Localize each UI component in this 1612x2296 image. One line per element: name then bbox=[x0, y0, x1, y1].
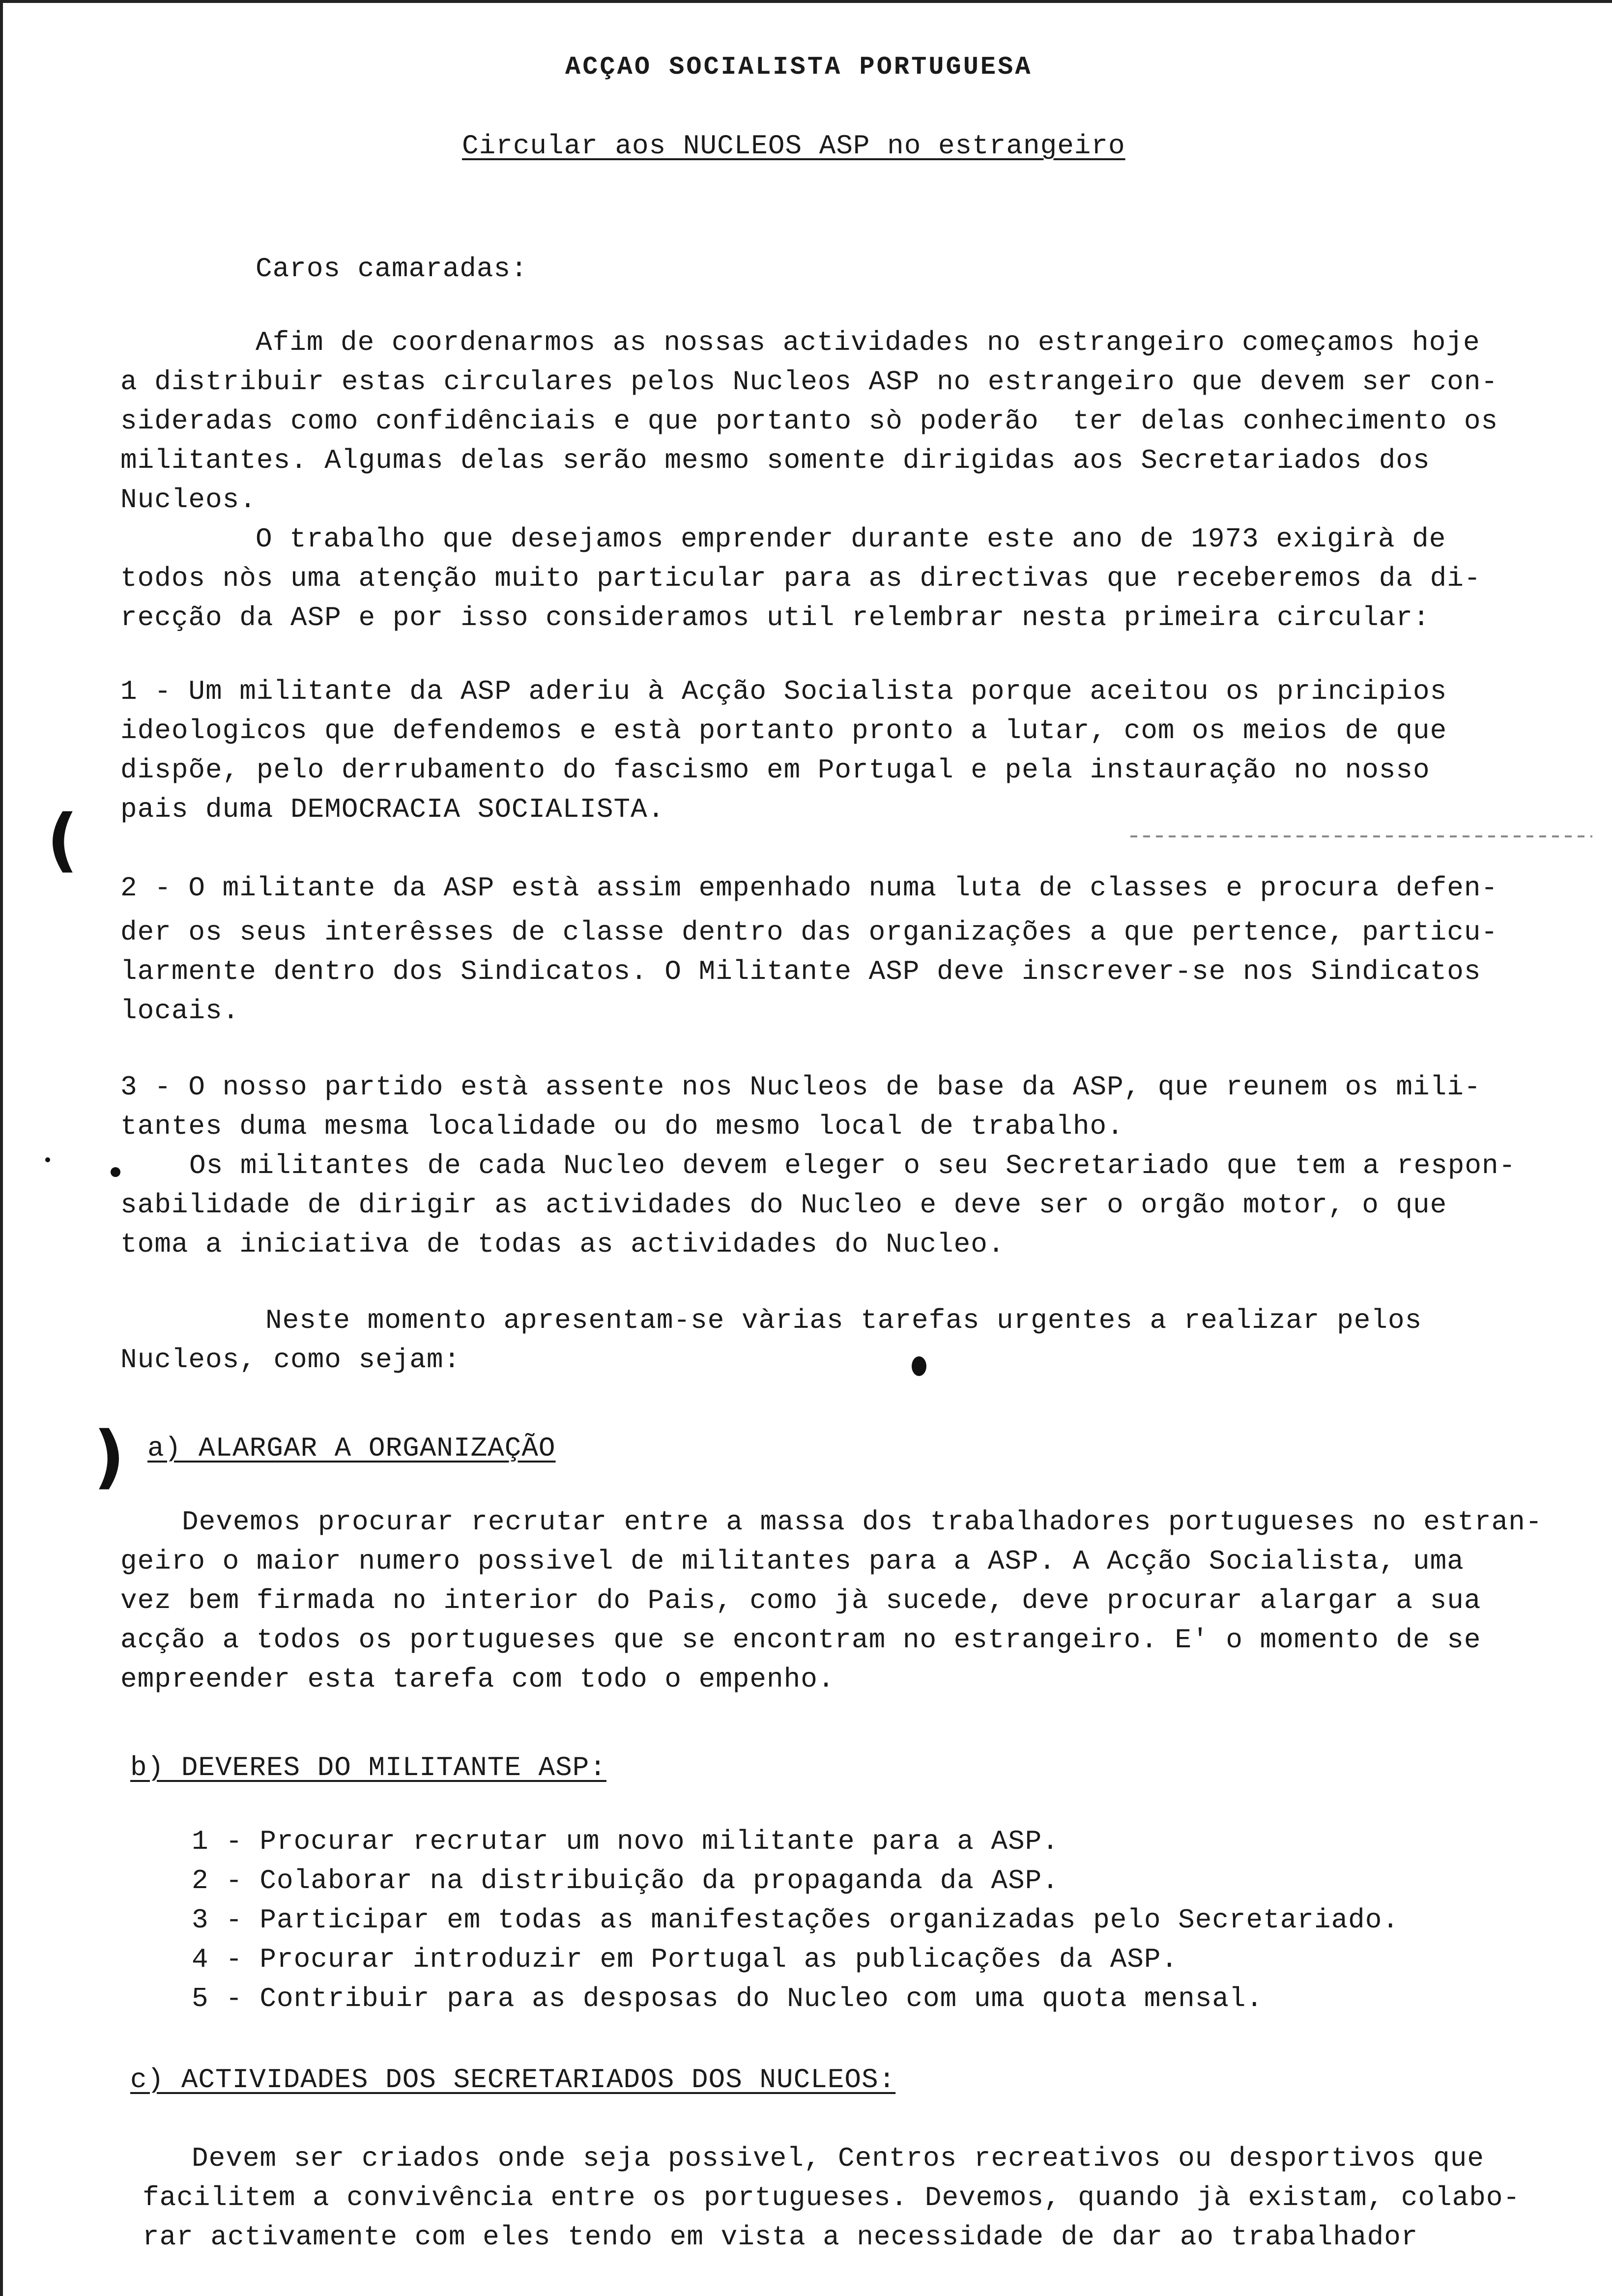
scan-edge-top bbox=[0, 0, 1612, 3]
section-c-heading: c) ACTIVIDADES DOS SECRETARIADOS DOS NUCLEOS: bbox=[130, 2064, 896, 2095]
duty-item: 2 - Colaborar na distribuição da propaganda da ASP. bbox=[192, 1865, 1059, 1896]
margin-bracket-right: ) bbox=[93, 1417, 125, 1497]
duty-item: 3 - Participar em todas as manifestações organizadas pelo Secretariado. bbox=[192, 1904, 1399, 1936]
paragraph-line: O trabalho que desejamos emprender durante este ano de 1973 exigirà de bbox=[256, 523, 1446, 555]
point-3-line: sabilidade de dirigir as actividades do Nucleo e deve ser o orgão motor, o que bbox=[120, 1189, 1447, 1221]
section-c-line: Devem ser criados onde seja possivel, Centros recreativos ou desportivos que bbox=[192, 2143, 1485, 2174]
scan-edge-left bbox=[0, 0, 3, 2296]
paragraph-line: Neste momento apresentam-se vàrias tarefas urgentes a realizar pelos bbox=[265, 1305, 1422, 1336]
section-a-line: geiro o maior numero possivel de militantes para a ASP. A Acção Socialista, uma bbox=[120, 1546, 1464, 1577]
section-c-line: facilitem a convivência entre os portugueses. Devemos, quando jà existam, colabo- bbox=[143, 2182, 1521, 2213]
section-b-heading: b) DEVERES DO MILITANTE ASP: bbox=[130, 1752, 606, 1783]
point-3-line: 3 - O nosso partido està assente nos Nucleos de base da ASP, que reunem os mili- bbox=[120, 1071, 1481, 1103]
section-a-line: acção a todos os portugueses que se encontram no estrangeiro. E' o momento de se bbox=[120, 1624, 1481, 1656]
paragraph-line: Nucleos, como sejam: bbox=[120, 1344, 461, 1376]
duty-item: 1 - Procurar recrutar um novo militante para a ASP. bbox=[192, 1826, 1059, 1857]
point-2-line: larmente dentro dos Sindicatos. O Militante ASP deve inscrever-se nos Sindicatos bbox=[120, 956, 1481, 987]
ink-speck bbox=[912, 1356, 926, 1376]
point-3-line: tantes duma mesma localidade ou do mesmo local de trabalho. bbox=[120, 1111, 1124, 1142]
paragraph-line: todos nòs uma atenção muito particular para as directivas que receberemos da di- bbox=[120, 563, 1481, 594]
paragraph-line: a distribuir estas circulares pelos Nucleos ASP no estrangeiro que devem ser con- bbox=[120, 366, 1498, 398]
ink-speck bbox=[111, 1167, 120, 1177]
point-1-line: pais duma DEMOCRACIA SOCIALISTA. bbox=[120, 794, 665, 825]
section-a-line: Devemos procurar recrutar entre a massa dos trabalhadores portugueses no estran- bbox=[182, 1506, 1543, 1538]
paragraph-line: sideradas como confidênciais e que portanto sò poderão ter delas conhecimento os bbox=[120, 405, 1498, 437]
point-2-line: 2 - O militante da ASP està assim empenhado numa luta de classes e procura defen- bbox=[120, 872, 1498, 904]
org-title: ACÇAO SOCIALISTA PORTUGUESA bbox=[565, 53, 1033, 82]
ink-speck bbox=[45, 1157, 50, 1162]
point-2-line: der os seus interêsses de classe dentro das organizações a que pertence, particu- bbox=[120, 917, 1498, 948]
paragraph-line: Nucleos. bbox=[120, 484, 257, 516]
section-c-line: rar activamente com eles tendo em vista a necessidade de dar ao trabalhador bbox=[143, 2221, 1418, 2253]
point-3-line: Os militantes de cada Nucleo devem eleger o seu Secretariado que tem a respon- bbox=[189, 1150, 1516, 1181]
paragraph-line: recção da ASP e por isso consideramos util relembrar nesta primeira circular: bbox=[120, 602, 1430, 633]
paragraph-line: militantes. Algumas delas serão mesmo somente dirigidas aos Secretariados dos bbox=[120, 445, 1430, 476]
paragraph-line: Afim de coordenarmos as nossas actividades no estrangeiro começamos hoje bbox=[256, 327, 1480, 358]
point-2-line: locais. bbox=[120, 995, 240, 1027]
point-1-line: ideologicos que defendemos e està portanto pronto a lutar, com os meios de que bbox=[120, 715, 1447, 746]
section-a-heading: a) ALARGAR A ORGANIZAÇÃO bbox=[147, 1433, 556, 1464]
point-3-line: toma a iniciativa de todas as actividades do Nucleo. bbox=[120, 1229, 1005, 1260]
greeting: Caros camaradas: bbox=[256, 253, 528, 285]
duty-item: 5 - Contribuir para as desposas do Nucleo com uma quota mensal. bbox=[192, 1983, 1264, 2014]
point-1-line: 1 - Um militante da ASP aderiu à Acção Socialista porque aceitou os principios bbox=[120, 676, 1447, 707]
margin-bracket-left: ( bbox=[47, 800, 78, 880]
duty-item: 4 - Procurar introduzir em Portugal as publicações da ASP. bbox=[192, 1944, 1179, 1975]
point-1-line: dispõe, pelo derrubamento do fascismo em Portugal e pela instauração no nosso bbox=[120, 754, 1430, 786]
section-a-line: vez bem firmada no interior do Pais, como jà sucede, deve procurar alargar a sua bbox=[120, 1585, 1481, 1616]
margin-dotted-line bbox=[1130, 835, 1592, 837]
section-a-line: empreender esta tarefa com todo o empenho. bbox=[120, 1664, 835, 1695]
circular-title: Circular aos NUCLEOS ASP no estrangeiro bbox=[462, 130, 1125, 162]
